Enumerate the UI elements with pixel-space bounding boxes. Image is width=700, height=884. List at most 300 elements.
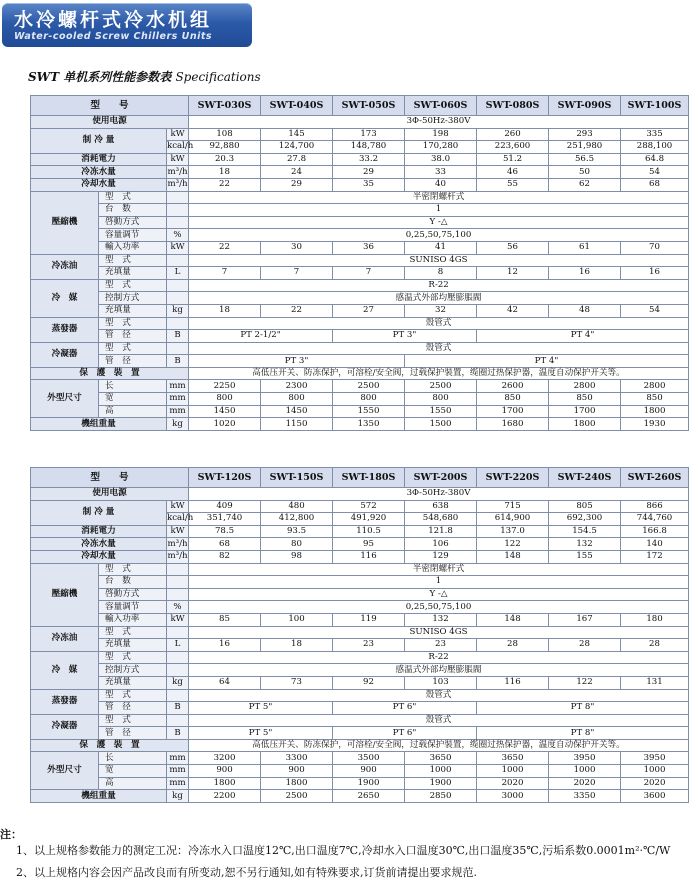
control-value: 感温式外部均壓膨脹閥 — [189, 664, 689, 677]
sub-label: 型 式 — [99, 651, 167, 664]
oil-charge-value: 8 — [405, 267, 477, 280]
sub-label: 型 式 — [99, 626, 167, 639]
cooling-kw-value: 638 — [405, 500, 477, 513]
ref-charge-value: 27 — [333, 304, 405, 317]
weight-label: 機组重量 — [31, 418, 167, 431]
weight-value: 1350 — [333, 418, 405, 431]
compressor-units-row — [31, 576, 689, 589]
cooling-kcal-value: 288,100 — [621, 141, 689, 154]
input-power-value: 56 — [477, 241, 549, 254]
cooling-water-value: 35 — [333, 178, 405, 191]
spec-title — [28, 68, 261, 85]
control-row — [31, 664, 689, 677]
condenser-label: 冷凝器 — [31, 342, 99, 367]
unit-cell: kg — [167, 304, 189, 317]
height-row — [31, 777, 689, 790]
power-value: 78.5 — [189, 525, 261, 538]
oil-charge-value: 7 — [333, 267, 405, 280]
weight-value: 3000 — [477, 790, 549, 803]
spec-title-en: Specifications — [175, 70, 261, 84]
ref-charge-row — [31, 676, 689, 689]
model-header: SWT-040S — [261, 96, 333, 116]
unit-cell: mm — [167, 380, 189, 393]
evaporator-type-value: 殼管式 — [189, 689, 689, 702]
power-value: 166.8 — [621, 525, 689, 538]
model-header: SWT-090S — [549, 96, 621, 116]
dimensions-label: 外型尺寸 — [31, 380, 99, 418]
unit-cell — [167, 254, 189, 267]
ref-charge-value: 122 — [549, 676, 621, 689]
oil-type-row — [31, 254, 689, 267]
evaporator-pipe-value: PT 5" — [189, 702, 333, 715]
unit-cell — [167, 651, 189, 664]
chilled-water-value: 29 — [333, 166, 405, 179]
sub-label: 管 径 — [99, 330, 167, 343]
protection-row — [31, 367, 689, 380]
protection-label: 保 護 裝 置 — [31, 739, 189, 752]
height-value: 1700 — [477, 405, 549, 418]
cooling-kcal-value: 148,780 — [333, 141, 405, 154]
chilled-water-value: 18 — [189, 166, 261, 179]
unit-cell: kcal/h — [167, 513, 194, 524]
height-value: 1700 — [549, 405, 621, 418]
evaporator-label: 蒸發器 — [31, 317, 99, 342]
starting-value: Y -△ — [189, 216, 689, 229]
input-power-value: 85 — [189, 613, 261, 626]
notes-heading: 注： — [0, 828, 22, 841]
length-value: 2600 — [477, 380, 549, 393]
width-value: 800 — [261, 393, 333, 406]
ref-charge-value: 42 — [477, 304, 549, 317]
oil-value: SUNISO 4GS — [189, 254, 689, 267]
refrigerant-value: R-22 — [189, 279, 689, 292]
power-value: 20.3 — [189, 153, 261, 166]
power-value: 38.0 — [405, 153, 477, 166]
oil-charge-value: 16 — [549, 267, 621, 280]
oil-charge-value: 16 — [189, 639, 261, 652]
input-power-row — [31, 613, 689, 626]
cooling-water-value: 68 — [621, 178, 689, 191]
unit-cell: kW — [167, 241, 189, 254]
unit-cell: mm — [167, 777, 189, 790]
protection-value: 高低压开关、防冻保护，可溶栓/安全阀，过载保护裝置，缆圈过热保护器，温度自动保护开关等。 — [189, 739, 689, 752]
length-row — [31, 752, 689, 765]
width-value: 800 — [405, 393, 477, 406]
weight-value: 1930 — [621, 418, 689, 431]
width-value: 1000 — [549, 765, 621, 778]
input-power-value: 70 — [621, 241, 689, 254]
spec-table-1 — [30, 95, 689, 431]
starting-row — [31, 588, 689, 601]
power-value: 56.5 — [549, 153, 621, 166]
ref-charge-value: 116 — [477, 676, 549, 689]
spec-title-zh: SWT 单机系列性能参数表 — [28, 70, 172, 84]
oil-charge-row — [31, 267, 689, 280]
condenser-type-row — [31, 714, 689, 727]
unit-cell: B — [167, 702, 189, 715]
model-header: SWT-080S — [477, 96, 549, 116]
compressor-type-value: 半密閉螺杆式 — [189, 191, 689, 204]
length-value: 2500 — [333, 380, 405, 393]
width-value: 850 — [621, 393, 689, 406]
power-row — [31, 525, 689, 538]
compressor-type-row — [31, 191, 689, 204]
height-value: 1900 — [333, 777, 405, 790]
cooling-kcal-value: 548,680 — [405, 513, 477, 526]
cooling-kw-value: 805 — [549, 500, 621, 513]
note-2: 2、以上规格内容会因产品改良而有所变动,恕不另行通知,如有特殊要求,订货前请提出要求规范. — [16, 866, 477, 879]
length-value: 3200 — [189, 752, 261, 765]
protection-row — [31, 739, 689, 752]
cooling-water-row — [31, 550, 689, 563]
cooling-water-row — [31, 178, 689, 191]
cooling-kw-value: 145 — [261, 128, 333, 141]
unit-cell: mm — [167, 752, 189, 765]
model-header: SWT-100S — [621, 96, 689, 116]
protection-label: 保 護 裝 置 — [31, 367, 189, 380]
cooling-water-value: 129 — [405, 550, 477, 563]
height-value: 2020 — [621, 777, 689, 790]
cooling-kw-value: 293 — [549, 128, 621, 141]
unit-cell: mm — [167, 405, 189, 418]
chilled-water-value: 24 — [261, 166, 333, 179]
length-value: 3500 — [333, 752, 405, 765]
width-value: 800 — [189, 393, 261, 406]
evaporator-pipe-value: PT 4" — [477, 330, 689, 343]
unit-cell — [167, 279, 189, 292]
chilled-water-value: 54 — [621, 166, 689, 179]
unit-cell: mm — [167, 393, 189, 406]
unit-cell — [167, 342, 189, 355]
sub-label: 輸入功率 — [99, 241, 167, 254]
sub-label: 型 式 — [99, 254, 167, 267]
cooling-water-value: 116 — [333, 550, 405, 563]
unit-cell — [167, 588, 189, 601]
chilled-water-value: 33 — [405, 166, 477, 179]
width-row — [31, 765, 689, 778]
condenser-type-value: 殼管式 — [189, 342, 689, 355]
weight-value: 3350 — [549, 790, 621, 803]
model-label: 型 号 — [31, 96, 189, 116]
cooling-kcal-value: 124,700 — [261, 141, 333, 154]
cooling-water-value: 40 — [405, 178, 477, 191]
sub-label: 宽 — [99, 393, 167, 406]
oil-charge-value: 28 — [549, 639, 621, 652]
compressor-units-value: 1 — [189, 576, 689, 589]
cooling-water-value: 155 — [549, 550, 621, 563]
model-header: SWT-060S — [405, 96, 477, 116]
unit-cell — [167, 216, 189, 229]
weight-value: 1800 — [549, 418, 621, 431]
unit-cell: B — [167, 355, 189, 368]
model-label: 型 号 — [31, 468, 189, 488]
chilled-water-value: 50 — [549, 166, 621, 179]
unit-cell: B — [167, 727, 189, 740]
condenser-pipe-value: PT 8" — [477, 727, 689, 740]
spec-table-2 — [30, 467, 689, 803]
input-power-value: 167 — [549, 613, 621, 626]
model-header: SWT-220S — [477, 468, 549, 488]
unit-cell — [167, 664, 189, 677]
weight-value: 1020 — [189, 418, 261, 431]
model-header: SWT-150S — [261, 468, 333, 488]
sub-label: 高 — [99, 405, 167, 418]
width-value: 1000 — [477, 765, 549, 778]
unit-cell: m³/h — [167, 538, 188, 549]
sub-label: 型 式 — [99, 689, 167, 702]
length-value: 2800 — [549, 380, 621, 393]
power-value: 121.8 — [405, 525, 477, 538]
sub-label: 充填量 — [99, 639, 167, 652]
power-label: 消耗電力 — [31, 525, 167, 538]
input-power-value: 36 — [333, 241, 405, 254]
condenser-pipe-row — [31, 727, 689, 740]
sub-label: 管 径 — [99, 355, 167, 368]
oil-charge-value: 18 — [261, 639, 333, 652]
input-power-value: 180 — [621, 613, 689, 626]
height-value: 1550 — [405, 405, 477, 418]
cooling-capacity-label: 制 冷 量 — [31, 128, 167, 153]
cooling-kcal-value: 223,600 — [477, 141, 549, 154]
refrigerant-label: 冷 媒 — [31, 279, 99, 317]
width-value: 900 — [189, 765, 261, 778]
sub-label: 型 式 — [99, 279, 167, 292]
power-supply-row — [31, 488, 689, 501]
chilled-water-row — [31, 538, 689, 551]
oil-charge-value: 23 — [405, 639, 477, 652]
chilled-water-value: 46 — [477, 166, 549, 179]
unit-cell: kW — [167, 525, 189, 538]
height-value: 1450 — [189, 405, 261, 418]
length-value: 3300 — [261, 752, 333, 765]
input-power-value: 100 — [261, 613, 333, 626]
oil-charge-value: 28 — [621, 639, 689, 652]
cooling-kw-value: 260 — [477, 128, 549, 141]
condenser-label: 冷凝器 — [31, 714, 99, 739]
unit-cell: L — [167, 267, 189, 280]
weight-value: 2200 — [189, 790, 261, 803]
cooling-kcal-value: 744,760 — [621, 513, 689, 526]
power-value: 93.5 — [261, 525, 333, 538]
oil-label: 冷冻油 — [31, 254, 99, 279]
banner-title-zh: 水冷螺杆式冷水机组 — [14, 9, 213, 31]
length-value: 2500 — [405, 380, 477, 393]
cooling-water-label: 冷却水量 — [31, 550, 167, 563]
power-supply-label: 使用电源 — [31, 488, 189, 501]
model-header: SWT-030S — [189, 96, 261, 116]
ref-charge-value: 103 — [405, 676, 477, 689]
chilled-water-value: 140 — [621, 538, 689, 551]
model-header: SWT-120S — [189, 468, 261, 488]
sub-label: 啓動方式 — [99, 588, 167, 601]
width-value: 900 — [333, 765, 405, 778]
unit-cell — [167, 626, 189, 639]
chilled-water-row — [31, 166, 689, 179]
ref-charge-value: 92 — [333, 676, 405, 689]
power-value: 51.2 — [477, 153, 549, 166]
unit-cell: kW — [167, 613, 189, 626]
evaporator-type-row — [31, 317, 689, 330]
cooling-water-value: 98 — [261, 550, 333, 563]
width-value: 850 — [549, 393, 621, 406]
unit-cell: m³/h — [167, 551, 188, 562]
banner-title-en: Water-cooled Screw Chillers Units — [14, 31, 213, 42]
unit-cell: kg — [167, 790, 189, 803]
compressor-type-row — [31, 563, 689, 576]
note-1: 1、以上规格参数能力的测定工况：冷冻水入口温度12℃,出口温度7℃,冷却水入口温度30℃,出口温度35℃,污垢系数0.0001m²·℃/W — [16, 844, 671, 857]
unit-cell — [167, 576, 189, 589]
weight-value: 1680 — [477, 418, 549, 431]
width-row — [31, 393, 689, 406]
evaporator-type-row — [31, 689, 689, 702]
input-power-value: 22 — [189, 241, 261, 254]
sub-label: 宽 — [99, 765, 167, 778]
cooling-water-label: 冷却水量 — [31, 178, 167, 191]
oil-charge-value: 28 — [477, 639, 549, 652]
capacity-control-row — [31, 229, 689, 242]
condenser-pipe-value: PT 4" — [405, 355, 689, 368]
sub-label: 型 式 — [99, 191, 167, 204]
evaporator-pipe-row — [31, 702, 689, 715]
cooling-kw-value: 335 — [621, 128, 689, 141]
height-value: 1800 — [261, 777, 333, 790]
condenser-pipe-value: PT 5" — [189, 727, 333, 740]
unit-cell: m³/h — [167, 179, 188, 190]
evaporator-pipe-value: PT 8" — [477, 702, 689, 715]
unit-cell: % — [167, 229, 189, 242]
cooling-kw-value: 715 — [477, 500, 549, 513]
cooling-capacity-label: 制 冷 量 — [31, 500, 167, 525]
sub-label: 管 径 — [99, 727, 167, 740]
cooling-water-value: 55 — [477, 178, 549, 191]
capacity-control-row — [31, 601, 689, 614]
unit-cell — [167, 292, 189, 305]
power-supply-row — [31, 116, 689, 129]
unit-cell: kcal/h — [167, 141, 194, 152]
height-value: 1800 — [189, 777, 261, 790]
cooling-kw-value: 409 — [189, 500, 261, 513]
compressor-units-row — [31, 204, 689, 217]
unit-cell: kW — [167, 500, 189, 513]
cooling-water-value: 148 — [477, 550, 549, 563]
height-value: 1800 — [621, 405, 689, 418]
cooling-kw-value: 173 — [333, 128, 405, 141]
protection-value: 高低压开关、防冻保护，可溶栓/安全阀，过载保护裝置，缆圈过热保护器，温度自动保护开关等。 — [189, 367, 689, 380]
length-row — [31, 380, 689, 393]
model-header: SWT-240S — [549, 468, 621, 488]
chilled-water-value: 95 — [333, 538, 405, 551]
sub-label: 型 式 — [99, 317, 167, 330]
weight-label: 機组重量 — [31, 790, 167, 803]
weight-value: 3600 — [621, 790, 689, 803]
chilled-water-value: 122 — [477, 538, 549, 551]
sub-label: 容量调节 — [99, 601, 167, 614]
unit-cell: kg — [167, 676, 189, 689]
power-value: 64.8 — [621, 153, 689, 166]
length-value: 3650 — [405, 752, 477, 765]
oil-charge-value: 23 — [333, 639, 405, 652]
sub-label: 台 数 — [99, 576, 167, 589]
length-value: 2250 — [189, 380, 261, 393]
evaporator-pipe-value: PT 2-1/2" — [189, 330, 333, 343]
evaporator-label: 蒸發器 — [31, 689, 99, 714]
chilled-water-value: 68 — [189, 538, 261, 551]
height-value: 2020 — [549, 777, 621, 790]
compressor-label: 壓縮機 — [31, 563, 99, 626]
weight-value: 1500 — [405, 418, 477, 431]
sub-label: 型 式 — [99, 342, 167, 355]
cooling-kw-value: 198 — [405, 128, 477, 141]
width-value: 800 — [333, 393, 405, 406]
cooling-water-value: 22 — [189, 178, 261, 191]
model-header: SWT-180S — [333, 468, 405, 488]
condenser-type-value: 殼管式 — [189, 714, 689, 727]
sub-label: 高 — [99, 777, 167, 790]
sub-label: 容量调节 — [99, 229, 167, 242]
refrigerant-label: 冷 媒 — [31, 651, 99, 689]
ref-charge-row — [31, 304, 689, 317]
cooling-water-value: 62 — [549, 178, 621, 191]
cooling-kcal-value: 614,900 — [477, 513, 549, 526]
power-row — [31, 153, 689, 166]
chilled-water-value: 80 — [261, 538, 333, 551]
model-header: SWT-050S — [333, 96, 405, 116]
evaporator-pipe-row — [31, 330, 689, 343]
dimensions-label: 外型尺寸 — [31, 752, 99, 790]
header-row — [31, 468, 689, 488]
input-power-value: 30 — [261, 241, 333, 254]
compressor-units-value: 1 — [189, 204, 689, 217]
weight-row — [31, 790, 689, 803]
unit-cell — [167, 191, 189, 204]
length-value: 3650 — [477, 752, 549, 765]
width-value: 1000 — [405, 765, 477, 778]
unit-cell — [167, 317, 189, 330]
width-value: 1000 — [621, 765, 689, 778]
unit-cell: mm — [167, 765, 189, 778]
sub-label: 充填量 — [99, 676, 167, 689]
condenser-pipe-value: PT 6" — [333, 727, 477, 740]
input-power-value: 119 — [333, 613, 405, 626]
cooling-kcal-value: 692,300 — [549, 513, 621, 526]
power-value: 110.5 — [333, 525, 405, 538]
compressor-label: 壓縮機 — [31, 191, 99, 254]
oil-label: 冷冻油 — [31, 626, 99, 651]
cooling-water-value: 82 — [189, 550, 261, 563]
oil-charge-value: 16 — [621, 267, 689, 280]
cooling-kcal-value: 351,740 — [189, 513, 261, 526]
sub-label: 管 径 — [99, 702, 167, 715]
ref-charge-value: 131 — [621, 676, 689, 689]
chilled-water-value: 106 — [405, 538, 477, 551]
chilled-water-label: 冷冻水量 — [31, 166, 167, 179]
starting-value: Y -△ — [189, 588, 689, 601]
header-row — [31, 96, 689, 116]
oil-value: SUNISO 4GS — [189, 626, 689, 639]
input-power-value: 41 — [405, 241, 477, 254]
sub-label: 型 式 — [99, 563, 167, 576]
cooling-kw-value: 480 — [261, 500, 333, 513]
sub-label: 充填量 — [99, 267, 167, 280]
starting-row — [31, 216, 689, 229]
model-header: SWT-200S — [405, 468, 477, 488]
unit-cell: % — [167, 601, 189, 614]
length-value: 3950 — [549, 752, 621, 765]
unit-cell: kg — [167, 418, 189, 431]
weight-value: 1150 — [261, 418, 333, 431]
unit-cell: B — [167, 330, 189, 343]
refrigerant-type-row — [31, 279, 689, 292]
